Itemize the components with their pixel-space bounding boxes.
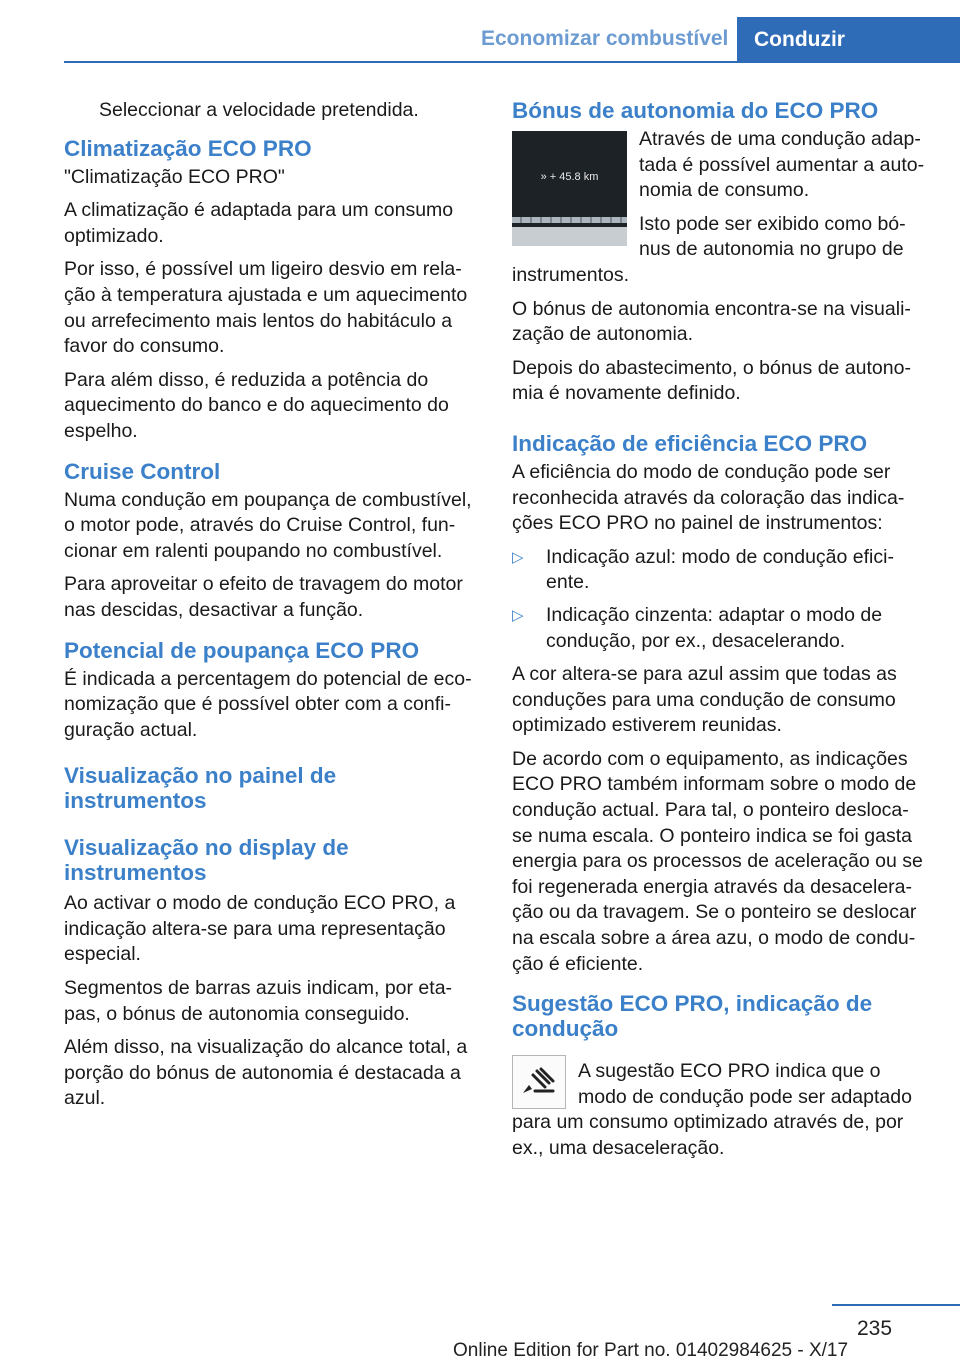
display-bottom [512, 227, 627, 246]
list-item [512, 603, 926, 654]
header-section-title: Economizar combustível [481, 27, 729, 50]
tip-p1: A sugestão ECO PRO indica que o modo de condução pode ser adaptado para um consumo optimizado através de, por ex., uma desaceleração. [512, 1060, 912, 1159]
efficiency-p3: De acordo com o equipamento, as indicações ECO PRO também informam sobre o modo de condução actual. Para tal, o ponteiro desloca-se numa escala. O ponteiro indica se foi gasta energia para os processos de aceleração ou se foi regenerada energia através da desacelera‐ção ou da travagem. Se o ponteiro se deslocar na escala sobre a área azu, o modo de condu‐ção é eficiente. [512, 747, 923, 975]
list-item-text: Indicação cinzenta: adaptar o modo de condução, por ex., desacelerando. [546, 603, 883, 652]
header-rule [64, 61, 960, 63]
bonus-p4: Depois do abastecimento, o bónus de autono‐mia é novamente definido. [512, 356, 911, 405]
list-item-text: Indicação azul: modo de condução efici‐ente. [546, 545, 894, 594]
heading-climate: Climatização ECO PRO [64, 135, 312, 161]
footer-rule [832, 1304, 960, 1306]
cruise-p1: Numa condução em poupança de combustível, o motor pode, através do Cruise Control, fun‐cionar em ralenti poupando no combustível. [64, 488, 472, 562]
bonus-p3: O bónus de autonomia encontra-se na visuali‐zação de autonomia. [512, 297, 911, 346]
climate-p4: Para além disso, é reduzida a potência do aquecimento do banco e do aquecimento do espelho. [64, 368, 449, 442]
footer-edition: Online Edition for Part no. 01402984625 - X/17 [453, 1340, 849, 1361]
climate-p2: A climatização é adaptada para um consumo optimizado. [64, 199, 454, 247]
foot-off-pedal-icon [519, 1065, 559, 1099]
eco-pro-tip-icon [512, 1055, 566, 1109]
heading-cruise: Cruise Control [64, 458, 221, 484]
page-header [0, 0, 960, 62]
right-column [512, 98, 926, 1170]
efficiency-list [512, 545, 926, 654]
display-p3: Além disso, na visualização do alcance total, a porção do bónus de autonomia é destacada a azul. [64, 1036, 468, 1110]
intro-step: Seleccionar a velocidade pretendida. [99, 99, 419, 121]
heading-display: Visualização no display de instrumentos [64, 835, 349, 886]
triangle-bullet-icon: ▷ [512, 606, 524, 624]
heading-potential: Potencial de poupança ECO PRO [64, 637, 420, 663]
efficiency-p1: A eficiência do modo de condução pode ser reconhecida através da coloração das indica‐ções ECO PRO no painel de instrumentos: [512, 460, 905, 535]
climate-p1: "Climatização ECO PRO" [64, 165, 285, 188]
cruise-p2: Para aproveitar o efeito de travagem do motor nas descidas, desactivar a função. [64, 573, 463, 621]
bonus-p2: Isto pode ser exibido como bó‐nus de autonomia no grupo de instrumentos. [512, 212, 906, 286]
efficiency-p2: A cor altera-se para azul assim que todas as conduções para uma condução de consumo optimizado estiverem reunidas. [512, 663, 897, 737]
heading-efficiency: Indicação de eficiência ECO PRO [512, 430, 868, 456]
heading-panel: Visualização no painel de instrumentos [64, 763, 337, 814]
range-bonus-display-image [512, 131, 627, 246]
page-number: 235 [857, 1317, 893, 1340]
heading-tip: Sugestão ECO PRO, indicação de condução [512, 991, 873, 1042]
display-p1: Ao activar o modo de condução ECO PRO, a indicação altera-se para uma representação especial. [64, 892, 456, 966]
potential-p1: É indicada a percentagem do potencial de eco‐nomização que é possível obter com a confi‐guração actual. [64, 667, 472, 741]
header-chapter-tab: Conduzir [737, 17, 960, 62]
left-column [64, 98, 479, 1120]
climate-p3: Por isso, é possível um ligeiro desvio em rela‐ção à temperatura ajustada e um aquecimento ou arrefecimento mais lentos do habitáculo a favor do consumo. [64, 258, 468, 358]
range-bonus-readout: » + 45.8 km [540, 171, 599, 183]
display-p2: Segmentos de barras azuis indicam, por eta‐pas, o bónus de autonomia conseguido. [64, 977, 453, 1025]
list-item [512, 545, 926, 596]
heading-bonus: Bónus de autonomia do ECO PRO [512, 98, 879, 123]
bonus-p1: Através de uma condução adap‐tada é possível aumentar a auto‐nomia de consumo. [639, 128, 925, 202]
triangle-bullet-icon: ▷ [512, 548, 524, 566]
display-band [512, 217, 627, 223]
